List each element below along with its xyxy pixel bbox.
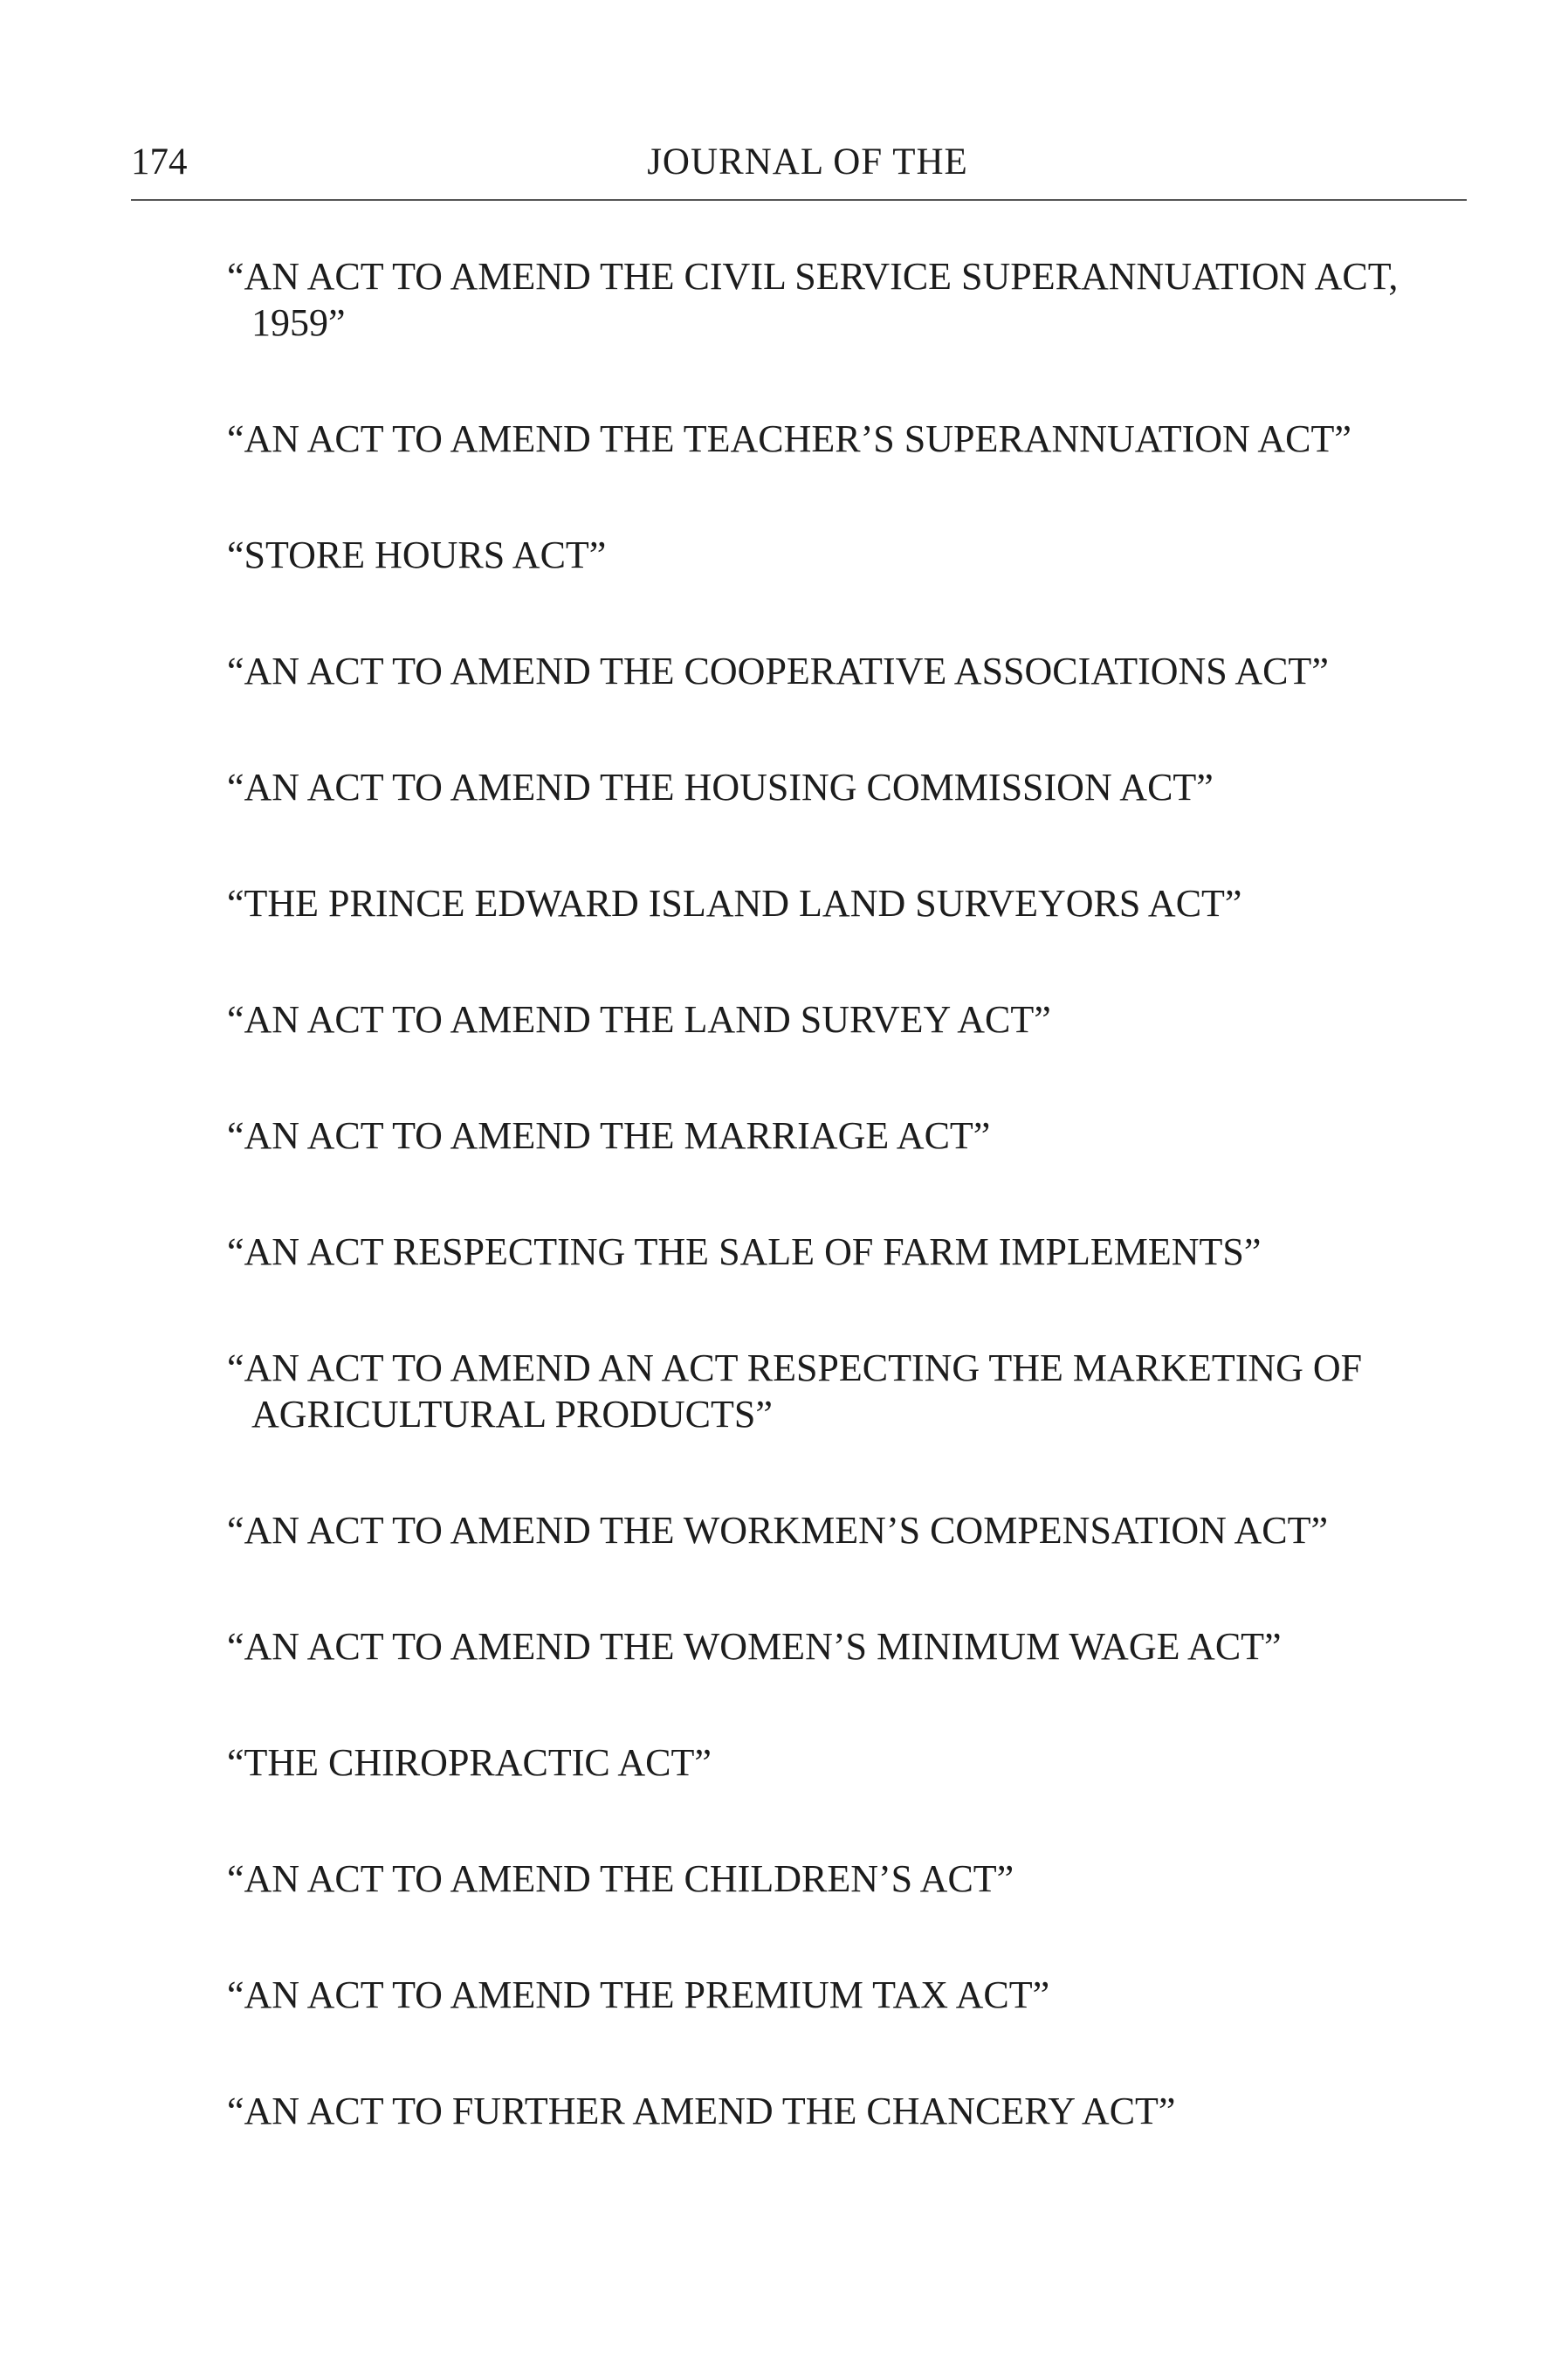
page-number: 174 [131,141,188,183]
act-title: “AN ACT TO AMEND THE COOPERATIVE ASSOCIATIONS ACT” [227,650,1329,692]
act-title: “THE CHIROPRACTIC ACT” [227,1741,712,1784]
act-title: “AN ACT TO AMEND THE WORKMEN’S COMPENSATION ACT” [227,1509,1329,1552]
act-title: “AN ACT TO AMEND THE HOUSING COMMISSION ACT” [227,766,1214,809]
act-title: “AN ACT TO AMEND AN ACT RESPECTING THE MARKETING OF AGRICULTURAL PRODUCTS” [227,1346,1363,1436]
act-title: “AN ACT TO AMEND THE LAND SURVEY ACT” [227,998,1051,1041]
page-header [131,140,1467,201]
act-title: “THE PRINCE EDWARD ISLAND LAND SURVEYORS ACT” [227,882,1242,925]
act-title: “AN ACT TO AMEND THE WOMEN’S MINIMUM WAGE ACT” [227,1625,1282,1668]
act-title: “AN ACT TO AMEND THE MARRIAGE ACT” [227,1114,991,1157]
act-title: “AN ACT TO AMEND THE PREMIUM TAX ACT” [227,1973,1050,2016]
act-title: “AN ACT TO AMEND THE CIVIL SERVICE SUPERANNUATION ACT, 1959” [227,255,1399,344]
acts-list [227,253,1467,2204]
act-title: “AN ACT TO AMEND THE TEACHER’S SUPERANNUATION ACT” [227,417,1351,460]
running-title: JOURNAL OF THE [647,141,968,183]
act-title: “AN ACT RESPECTING THE SALE OF FARM IMPLEMENTS” [227,1230,1262,1273]
act-title: “AN ACT TO AMEND THE CHILDREN’S ACT” [227,1857,1014,1900]
act-title: “AN ACT TO FURTHER AMEND THE CHANCERY ACT” [227,2090,1176,2132]
act-title: “STORE HOURS ACT” [227,534,607,576]
